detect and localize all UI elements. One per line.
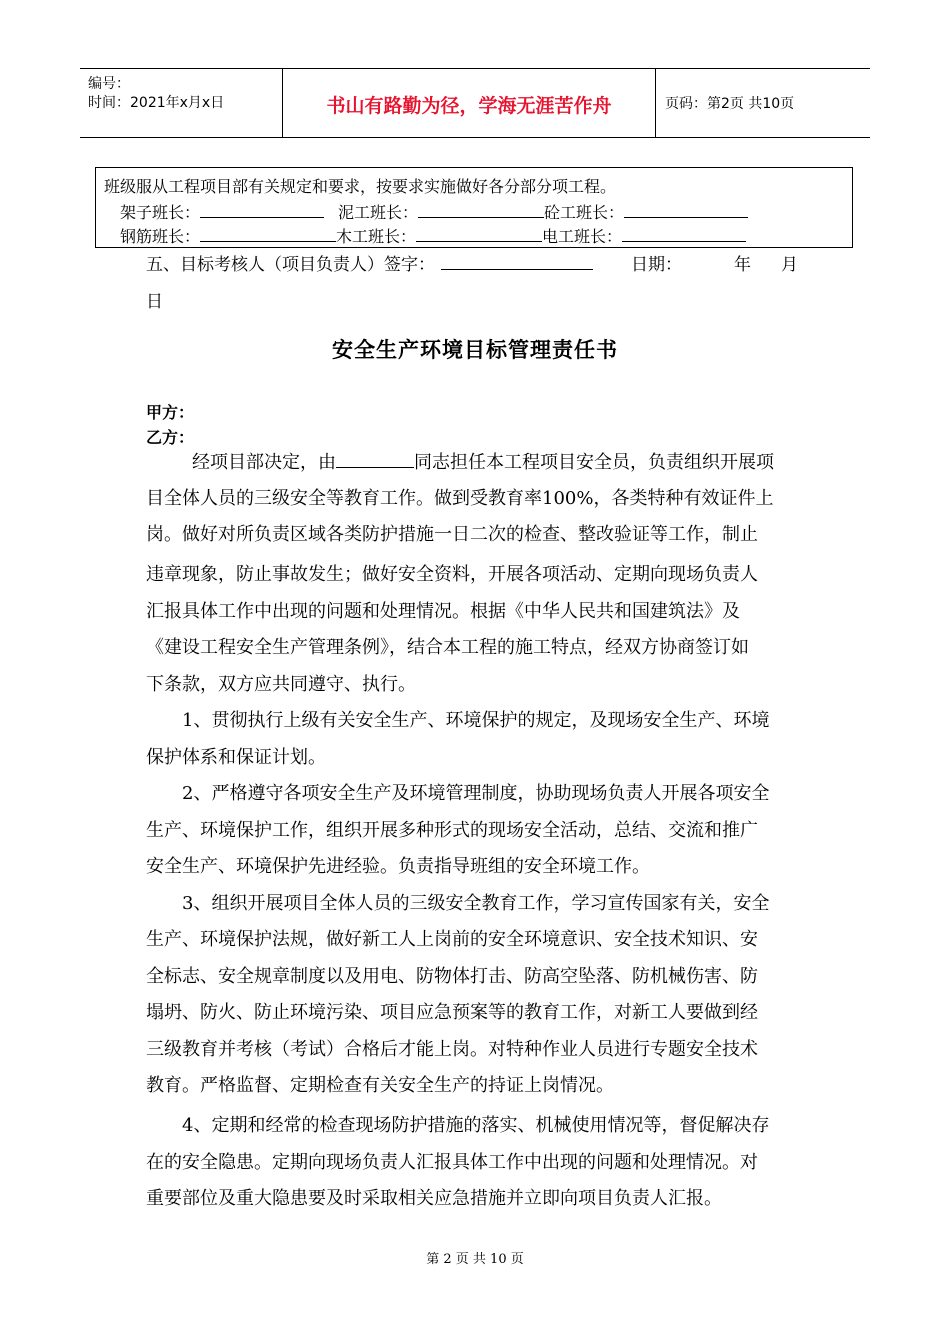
paragraph-line: 生产、环境保护工作，组织开展多种形式的现场安全活动，总结、交流和推广	[146, 820, 758, 841]
paragraph-line: 生产、环境保护法规，做好新工人上岗前的安全环境意识、安全技术知识、安	[146, 929, 758, 950]
team-box-intro: 班级服从工程项目部有关规定和要求，按要求实施做好各分部分项工程。	[104, 177, 617, 196]
paragraph-line: 在的安全隐患。定期向现场负责人汇报具体工作中出现的问题和处理情况。对	[146, 1152, 758, 1173]
assessor-line	[146, 250, 798, 275]
paragraph-line: 塌坍、防火、防止环境污染、项目应急预案等的教育工作，对新工人要做到经	[146, 1002, 758, 1023]
party-b-label: 乙方：	[146, 428, 195, 447]
assessor-label: 五、目标考核人（项目负责人）签字：	[146, 255, 435, 275]
concrete-leader-label: 砼工班长：	[544, 203, 625, 222]
rebar-leader-blank	[200, 227, 336, 242]
assignee-blank	[336, 453, 414, 468]
scaffold-leader-blank	[200, 203, 324, 218]
party-a-label: 甲方：	[146, 403, 195, 422]
paragraph-line: 3、组织开展项目全体人员的三级安全教育工作，学习宣传国家有关，安全	[182, 893, 770, 914]
mason-leader-blank	[418, 203, 544, 218]
mason-leader-label: 泥工班长：	[338, 203, 419, 222]
header-divider	[655, 69, 656, 137]
paragraph-line: 目全体人员的三级安全等教育工作。做到受教育率100%，各类特种有效证件上	[146, 488, 774, 509]
page-header	[80, 68, 870, 138]
page-footer: 第 2 页 共 10 页	[426, 1252, 524, 1267]
paragraph-line: 下条款，双方应共同遵守、执行。	[146, 674, 416, 695]
paragraph-line: 教育。严格监督、定期检查有关安全生产的持证上岗情况。	[146, 1075, 614, 1096]
paragraph-line: 《建设工程安全生产管理条例》，结合本工程的施工特点，经双方协商签订如	[146, 637, 749, 658]
date-label: 日期：	[631, 255, 682, 275]
rebar-leader-label: 钢筋班长：	[120, 227, 201, 246]
team-leaders-row-2	[104, 224, 746, 247]
paragraph-line: 经项目部决定，由 同志担任本工程项目安全员，负责组织开展项	[192, 452, 774, 473]
carpenter-leader-label: 木工班长：	[336, 227, 417, 246]
header-page-info: 页码：第2页 共10页	[665, 96, 795, 112]
paragraph-line: 三级教育并考核（考试）合格后才能上岗。对特种作业人员进行专题安全技术	[146, 1039, 758, 1060]
paragraph-line: 全标志、安全规章制度以及用电、防物体打击、防高空坠落、防机械伤害、防	[146, 966, 758, 987]
paragraph-line: 重要部位及重大隐患要及时采取相关应急措施并立即向项目负责人汇报。	[146, 1188, 722, 1209]
scaffold-leader-label: 架子班长：	[120, 203, 201, 222]
paragraph-line: 汇报具体工作中出现的问题和处理情况。根据《中华人民共和国建筑法》及	[146, 601, 740, 622]
day-label: 日	[146, 292, 163, 312]
paragraph-line: 违章现象，防止事故发生；做好安全资料，开展各项活动、定期向现场负责人	[146, 564, 758, 585]
assessor-signature-blank	[441, 255, 593, 270]
paragraph-line: 1、贯彻执行上级有关安全生产、环境保护的规定，及现场安全生产、环境	[182, 710, 770, 731]
paragraph-line: 安全生产、环境保护先进经验。负责指导班组的安全环境工作。	[146, 856, 650, 877]
team-leaders-box	[95, 167, 853, 248]
header-motto: 书山有路勤为径，学海无涯苦作舟	[326, 95, 612, 117]
paragraph-line: 岗。做好对所负责区域各类防护措施一日二次的检查、整改验证等工作，制止	[146, 524, 758, 545]
month-label: 月	[781, 255, 798, 275]
year-label: 年	[734, 255, 751, 275]
paragraph-line: 2、严格遵守各项安全生产及环境管理制度，协助现场负责人开展各项安全	[182, 783, 770, 804]
team-leaders-row-1	[104, 200, 748, 223]
header-code-label: 编号：	[88, 76, 130, 92]
paragraph-line: 4、定期和经常的检查现场防护措施的落实、机械使用情况等，督促解决存	[182, 1115, 770, 1136]
electric-leader-label: 电工班长：	[542, 227, 623, 246]
header-time-label: 时间：2021年x月x日	[88, 95, 225, 111]
concrete-leader-blank	[624, 203, 748, 218]
document-title: 安全生产环境目标管理责任书	[332, 338, 618, 362]
paragraph-line: 保护体系和保证计划。	[146, 747, 326, 768]
carpenter-leader-blank	[416, 227, 542, 242]
electric-leader-blank	[622, 227, 746, 242]
